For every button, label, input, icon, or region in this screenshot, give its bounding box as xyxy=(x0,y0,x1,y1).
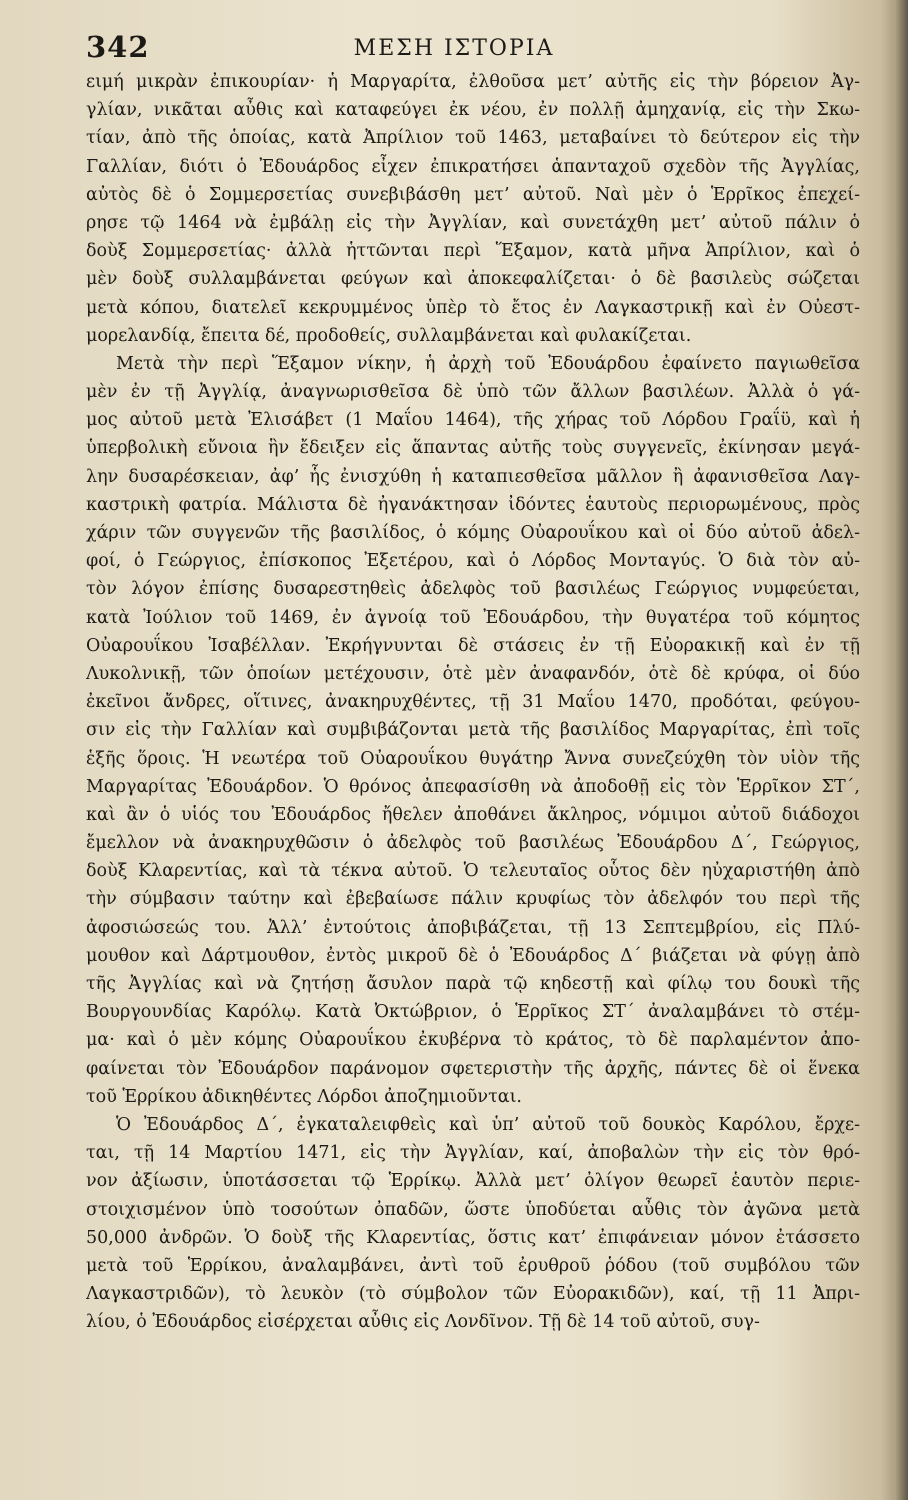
text-line: ειμή μικρὰν ἐπικουρίαν· ἡ Μαργαρίτα, ἐλθοῦσα μετ’ αὐτῆς εἰς τὴν βόρειον Ἀγ- xyxy=(86,72,860,92)
text-line: ἐκεῖνοι ἄνδρες, οἵτινες, ἀνακηρυχθέντες, τῇ 31 Μαΐου 1470, προδόται, φεύγου- xyxy=(86,692,860,713)
text-line: τίαν, ἀπὸ τῆς ὁποίας, κατὰ Ἀπρίλιον τοῦ 1463, μεταβαίνει τὸ δεύτερον εἰς τὴν xyxy=(86,128,860,149)
text-line: μουθον καὶ Δάρτμουθον, ἐντὸς μικροῦ δὲ ὁ Ἐδουάρδος Δ΄ βιάζεται νὰ φύγῃ ἀπὸ xyxy=(86,945,860,966)
running-title: ΜΕΣΗ ΙΣΤΟΡΙΑ xyxy=(353,36,555,61)
body-text xyxy=(86,68,860,1336)
text-line: αὐτὸς δὲ ὁ Σομμερσετίας συνεβιβάσθη μετ’ αὐτοῦ. Ναὶ μὲν ὁ Ἑρρῖκος ἐπεχεί- xyxy=(86,184,860,205)
text-line: καὶ ἂν ὁ υἱός του Ἐδουάρδος ἤθελεν ἀποθάνει ἄκληρος, νόμιμοι αὐτοῦ διάδοχοι xyxy=(86,804,860,825)
text-line: χάριν τῶν συγγενῶν τῆς βασιλίδος, ὁ κόμης Οὐαρουΐκου καὶ οἱ δύο αὐτοῦ ἀδελ- xyxy=(86,523,860,543)
text-line: Λαγκαστριδῶν), τὸ λευκὸν (τὸ σύμβολον τῶν Εὐορακιδῶν), καί, τῇ 11 Ἀπρι- xyxy=(86,1284,860,1305)
text-line: ἔμελλον νὰ ἀνακηρυχθῶσιν ὁ ἀδελφὸς τοῦ βασιλέως Ἐδουάρδου Δ΄, Γεώργιος, xyxy=(86,833,860,854)
book-spine-shadow xyxy=(894,0,908,1500)
text-line: τὸν λόγον ἐπίσης δυσαρεστηθεὶς ἀδελφὸς τοῦ βασιλέως Γεώργιος νυμφεύεται, xyxy=(86,579,860,600)
text-line: Μαργαρίτας Ἐδουάρδον. Ὁ θρόνος ἀπεφασίσθη νὰ ἀποδοθῇ εἰς τὸν Ἑρρῖκον ΣΤ΄, xyxy=(86,776,860,797)
text-line: δοὺξ Κλαρεντίας, καὶ τὰ τέκνα αὐτοῦ. Ὁ τελευταῖος οὗτος δὲν ηὐχαριστήθη ἀπὸ xyxy=(86,861,860,882)
text-line: Βουργουνδίας Καρόλῳ. Κατὰ Ὀκτώβριον, ὁ Ἑρρῖκος ΣΤ΄ ἀναλαμβάνει τὸ στέμ- xyxy=(86,1002,860,1023)
text-line: νον ἀξίωσιν, ὑποτάσσεται τῷ Ἑρρίκῳ. Ἀλλὰ μετ’ ὀλίγον θεωρεῖ ἑαυτὸν περιε- xyxy=(86,1171,860,1192)
text-line: φοί, ὁ Γεώργιος, ἐπίσκοπος Ἐξετέρου, καὶ ὁ Λόρδος Μονταγύς. Ὁ διὰ τὸν αὐ- xyxy=(86,551,860,572)
text-line: δοὺξ Σομμερσετίας· ἀλλὰ ἡττῶνται περὶ Ἕξαμον, κατὰ μῆνα Ἀπρίλιον, καὶ ὁ xyxy=(86,241,860,262)
text-line: γλίαν, νικᾶται αὖθις καὶ καταφεύγει ἐκ νέου, ἐν πολλῇ ἀμηχανίᾳ, εἰς τὴν Σκω- xyxy=(86,100,860,121)
text-line: μὲν ἐν τῇ Ἀγγλίᾳ, ἀναγνωρισθεῖσα δὲ ὑπὸ τῶν ἄλλων βασιλέων. Ἀλλὰ ὁ γά- xyxy=(86,382,860,403)
paragraph xyxy=(86,350,860,1111)
text-line: ἀφοσιώσεώς του. Ἀλλ’ ἐντούτοις ἀποβιβάζεται, τῇ 13 Σεπτεμβρίου, εἰς Πλύ- xyxy=(86,917,860,938)
text-line: φαίνεται τὸν Ἐδουάρδον παράνομον σφετεριστὴν τῆς ἀρχῆς, πάντες δὲ οἱ ἕνεκα xyxy=(86,1058,860,1079)
text-line: μετὰ τοῦ Ἑρρίκου, ἀναλαμβάνει, ἀντὶ τοῦ ἐρυθροῦ ῥόδου (τοῦ συμβόλου τῶν xyxy=(86,1255,860,1276)
text-line: 50,000 ἀνδρῶν. Ὁ δοὺξ τῆς Κλαρεντίας, ὅστις κατ’ ἐπιφάνειαν μόνον ἐτάσσετο xyxy=(86,1227,860,1248)
text-line: σιν εἰς τὴν Γαλλίαν καὶ συμβιβάζονται μετὰ τῆς βασιλίδος Μαργαρίτας, ἐπὶ τοῖς xyxy=(86,720,860,741)
paragraph xyxy=(86,1111,860,1337)
text-line: λην δυσαρέσκειαν, ἀφ’ ἧς ἐνισχύθη ἡ καταπιεσθεῖσα μᾶλλον ἢ ἀφανισθεῖσα Λαγ- xyxy=(86,466,860,487)
text-line: Γαλλίαν, διότι ὁ Ἐδουάρδος εἶχεν ἐπικρατήσει ἁπανταχοῦ σχεδὸν τῆς Ἀγγλίας, xyxy=(86,156,860,177)
text-line: μορελανδίᾳ, ἔπειτα δέ, προδοθείς, συλλαμβάνεται καὶ φυλακίζεται. xyxy=(86,325,692,346)
text-line: Μετὰ τὴν περὶ Ἕξαμον νίκην, ἡ ἀρχὴ τοῦ Ἐδουάρδου ἐφαίνετο παγιωθεῖσα xyxy=(116,353,860,374)
text-line: μα· καὶ ὁ μὲν κόμης Οὐαρουΐκου ἐκυβέρνα τὸ κράτος, τὸ δὲ παρλαμέντον ἀπο- xyxy=(86,1030,860,1051)
text-line: ρησε τῷ 1464 νὰ ἐμβάλῃ εἰς τὴν Ἀγγλίαν, καὶ συνετάχθη μετ’ αὐτοῦ πάλιν ὁ xyxy=(86,212,860,233)
text-line: ἑξῆς ὅροις. Ἡ νεωτέρα τοῦ Οὐαρουΐκου θυγάτηρ Ἄννα συνεζεύχθη τὸν υἱὸν τῆς xyxy=(86,748,860,769)
text-line: τὴν σύμβασιν ταύτην καὶ ἐβεβαίωσε πάλιν κρυφίως τὸν ἀδελφόν του περὶ τῆς xyxy=(86,889,860,910)
page-number: 342 xyxy=(86,30,150,64)
text-line: καστρικὴ φατρία. Μάλιστα δὲ ἠγανάκτησαν ἰδόντες ἑαυτοὺς περιορωμένους, πρὸς xyxy=(86,494,860,515)
text-line: μετὰ κόπου, διατελεῖ κεκρυμμένος ὑπὲρ τὸ ἔτος ἐν Λαγκαστρικῇ καὶ ἐν Οὐεστ- xyxy=(86,297,860,318)
text-line: Οὐαρουΐκου Ἰσαβέλλαν. Ἐκρήγνυνται δὲ στάσεις ἐν τῇ Εὐορακικῇ καὶ ἐν τῇ xyxy=(86,635,860,656)
text-line: μὲν δοὺξ συλλαμβάνεται φεύγων καὶ ἀποκεφαλίζεται· ὁ δὲ βασιλεὺς σώζεται xyxy=(86,269,860,290)
text-line: λίου, ὁ Ἐδουάρδος εἰσέρχεται αὖθις εἰς Λονδῖνον. Τῇ δὲ 14 τοῦ αὐτοῦ, συγ- xyxy=(86,1312,760,1333)
text-line: ται, τῇ 14 Μαρτίου 1471, εἰς τὴν Ἀγγλίαν, καί, ἀποβαλὼν τὴν εἰς τὸν θρό- xyxy=(86,1143,860,1164)
text-line: μος αὐτοῦ μετὰ Ἐλισάβετ (1 Μαΐου 1464), τῆς χήρας τοῦ Λόρδου Γραΐϋ, καὶ ἡ xyxy=(86,410,860,431)
text-line: ὑπερβολικὴ εὔνοια ἣν ἔδειξεν εἰς ἅπαντας αὐτῆς τοὺς συγγενεῖς, ἐκίνησαν μεγά- xyxy=(86,438,860,459)
text-line: τοῦ Ἑρρίκου ἀδικηθέντες Λόρδοι ἀποζημιοῦνται. xyxy=(86,1086,522,1107)
page-header xyxy=(0,22,900,72)
text-line: τῆς Ἀγγλίας καὶ νὰ ζητήσῃ ἄσυλον παρὰ τῷ κηδεστῇ καὶ φίλῳ του δουκὶ τῆς xyxy=(86,974,860,994)
paragraph xyxy=(86,68,860,350)
text-line: Ὁ Ἐδουάρδος Δ΄, ἐγκαταλειφθεὶς καὶ ὑπ’ αὐτοῦ τοῦ δουκὸς Καρόλου, ἔρχε- xyxy=(116,1114,860,1135)
text-line: στοιχισμένον ὑπὸ τοσούτων ὀπαδῶν, ὥστε ὑποδύεται αὖθις τὸν ἀγῶνα μετὰ xyxy=(86,1199,860,1220)
text-line: Λυκολνικῇ, τῶν ὁποίων μετέχουσιν, ὁτὲ μὲν ἀναφανδόν, ὁτὲ δὲ κρύφα, οἱ δύο xyxy=(86,663,860,684)
text-line: κατὰ Ἰούλιον τοῦ 1469, ἐν ἀγνοίᾳ τοῦ Ἐδουάρδου, τὴν θυγατέρα τοῦ κόμητος xyxy=(86,607,860,628)
